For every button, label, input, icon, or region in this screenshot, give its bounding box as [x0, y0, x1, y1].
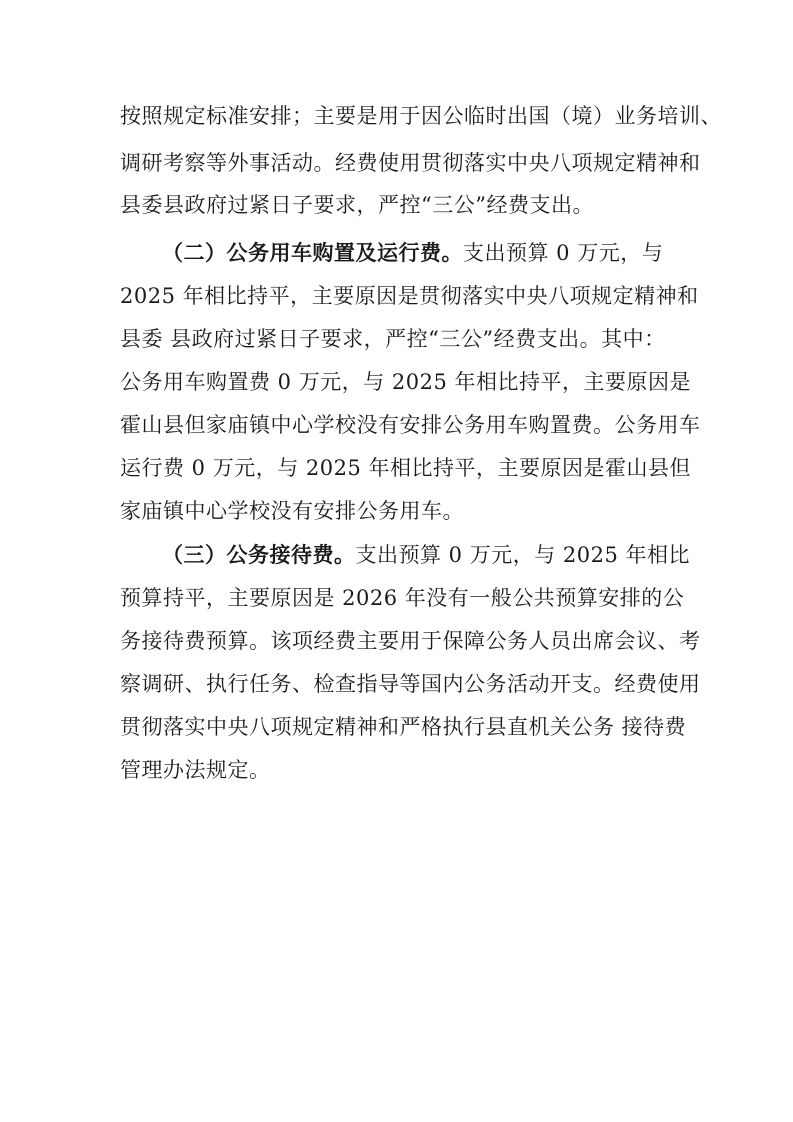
text-line: 霍山县但家庙镇中心学校没有安排公务用车购置费。公务用车	[120, 413, 701, 437]
text-line: 察调研、执行任务、检查指导等国内公务活动开支。经费使用	[120, 672, 701, 696]
text-line: 调研考察等外事活动。经费使用贯彻落实中央八项规定精神和	[120, 151, 701, 175]
text-line	[162, 238, 663, 268]
text-line: 务接待费预算。该项经费主要用于保障公务人员出席会议、考	[120, 629, 701, 653]
text-line: 贯彻落实中央八项规定精神和严格执行县直机关公务 接待费	[120, 715, 687, 739]
text-line: 按照规定标准安排；主要是用于因公临时出国（境）业务培训、	[120, 104, 722, 128]
text-line: 县委县政府过紧日子要求，严控“三公”经费支出。	[120, 193, 594, 217]
section-heading: （三）公务接待费。	[162, 543, 356, 567]
text-line	[162, 540, 690, 570]
text-run: 支出预算 0 万元，与 2025 年相比	[355, 543, 691, 567]
text-run: 支出预算 0 万元，与	[463, 241, 664, 265]
text-line: 家庙镇中心学校没有安排公务用车。	[120, 499, 464, 523]
text-line: 管理办法规定。	[120, 758, 271, 782]
text-line: 2025 年相比持平，主要原因是贯彻落实中央八项规定精神和	[120, 284, 699, 308]
section-heading: （二）公务用车购置及运行费。	[162, 241, 463, 265]
text-line: 公务用车购置费 0 万元，与 2025 年相比持平，主要原因是	[120, 370, 692, 394]
text-line: 运行费 0 万元，与 2025 年相比持平，主要原因是霍山县但	[120, 456, 692, 480]
text-line: 县委 县政府过紧日子要求，严控“三公”经费支出。其中：	[120, 327, 666, 351]
text-line: 预算持平，主要原因是 2026 年没有一般公共预算安排的公	[120, 586, 685, 610]
